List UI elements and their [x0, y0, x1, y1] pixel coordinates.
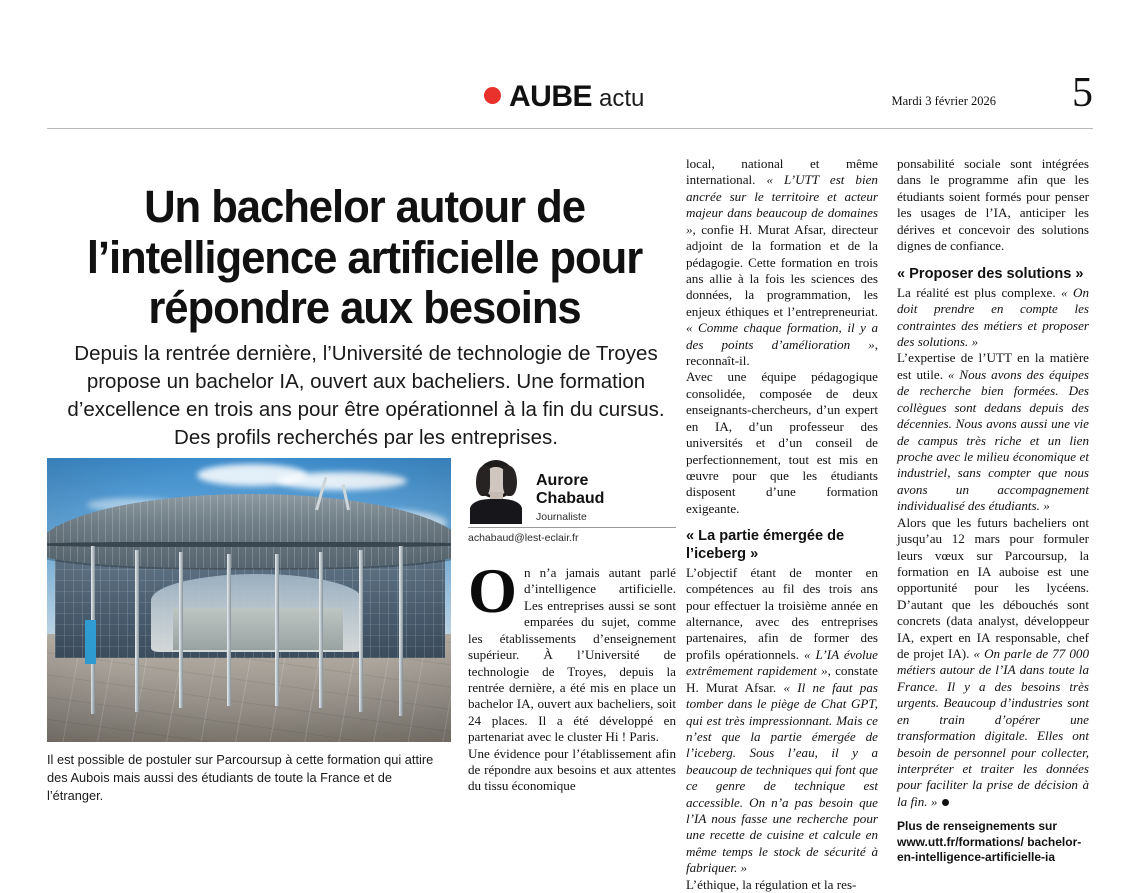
paragraph-text: L’objectif étant de monter en compétences au fil des trois ans pour effectuer la troisième année en alternance, avec des entreprises partenaires, afin de former des profils opérationnels. — [686, 564, 878, 662]
drop-cap: O — [468, 556, 518, 626]
author-role: Journaliste — [536, 510, 587, 523]
body-column-1 — [468, 556, 676, 794]
paragraph-text: n n’a jamais autant parlé d’intelligence artificielle. Les entreprises aussi se sont emparées du sujet, comme les établissements d’enseignement supérieur. À l’Université de technologie de Troyes, depuis la rentrée dernière, a été mis en place un bachelor IA, ouvert aux bacheliers, soit 24 places. Il a été développé en partenariat avec le cluster Hi ! Paris. — [468, 565, 676, 745]
author-first-name: Aurore — [536, 472, 589, 489]
brand-suffix: actu — [599, 85, 645, 112]
photo-caption: Il est possible de postuler sur Parcoursup à cette formation qui attire des Aubois mais aussi des étudiants de toute la France et de l’étranger. — [47, 752, 434, 804]
paragraph — [897, 515, 1089, 811]
paragraph — [897, 350, 1089, 514]
avatar-hair-left — [476, 466, 490, 496]
paragraph-text: local, national et même international. — [686, 156, 878, 188]
paragraph — [897, 285, 1089, 351]
article-headline: Un bachelor autour de l’intelligence artificielle pour répondre aux besoins — [86, 181, 643, 333]
photo-block — [47, 458, 451, 805]
article-standfirst: Depuis la rentrée dernière, l’Université de technologie de Troyes propose un bachelor IA, ouvert aux bacheliers. Une formation d’excellence en trois ans pour être opérationnel à la fin du cursus. Des profils recherchés par les entreprises. — [67, 342, 665, 450]
avatar-hair-right — [503, 466, 517, 496]
paragraph — [686, 565, 878, 877]
publication-date: Mardi 3 février 2026 — [891, 94, 996, 108]
more-info-tagline: Plus de renseignements sur www.utt.fr/formations/ bachelor-en-intelligence-artificielle-ia — [897, 819, 1082, 865]
section-subheading: « La partie émergée de l’iceberg » — [686, 528, 845, 562]
paragraph: Une évidence pour l’établissement afin de répondre aux besoins et aux attentes du tissu économique — [468, 745, 676, 794]
quote-text: « On parle de 77 000 métiers autour de l’IA dans toute la France. Il y a des besoins très urgents. Beaucoup d’industries sont en train d’opérer une transformation digitale. Elles ont besoin de personnel pour collecter, interpréter et traiter les données pour faciliter la prise de décision à la fin. » — [897, 646, 1090, 809]
quote-text: « L’UTT est bien ancrée sur le territoire et acteur majeur dans beaucoup de domaines » — [686, 172, 878, 237]
paragraph-text: La réalité est plus complexe. — [897, 284, 1062, 300]
paragraph-text: , reconnaît-il. — [686, 336, 878, 369]
red-dot-icon — [484, 87, 501, 104]
brand-name: AUBE — [509, 80, 593, 113]
article-photo — [47, 458, 451, 742]
byline-divider — [468, 527, 676, 528]
paragraph: ponsabilité sociale sont intégrées dans le programme afin que les étudiants soient formés pour penser les usages de l’IA, anticiper les dérives et concevoir des solutions dignes de confiance. — [897, 156, 1089, 254]
quote-text: « L’IA évolue extrêmement rapidement » — [686, 646, 878, 679]
page-number: 5 — [1072, 70, 1093, 116]
photo-vignette — [47, 458, 451, 742]
masthead-brand — [484, 82, 644, 112]
masthead — [47, 70, 1093, 128]
body-column-3 — [897, 156, 1090, 865]
quote-text: « Il ne faut pas tomber dans le piège de Chat GPT, qui est très impressionnant. Mais ce n’est que la partie émergée de l’iceberg. Sous l’eau, il y a beaucoup de techniques qui font que ce genre de technique est accessible. On n’a pas besoin que l’IA nous fasse une recherche pour une recette de cuisine et calcule en même temps le stock de sécurité à fabriquer. » — [686, 679, 878, 876]
masthead-divider — [47, 128, 1093, 129]
author-email[interactable]: achabaud@lest-eclair.fr — [468, 532, 579, 544]
quote-text: « Comme chaque formation, il y a des points d’amélioration » — [686, 320, 878, 352]
paragraph-text: , confie H. Murat Afsar, directeur adjoint de la formation et de la pédagogie. Cette formation en trois ans allie à la fois les sciences des données, la programmation, les enjeux éthiques et l’entrepreneuriat. — [686, 221, 878, 319]
author-last-name: Chabaud — [536, 489, 605, 507]
quote-text: « On doit prendre en compte les contraintes des métiers et proposer des solutions. » — [897, 284, 1089, 350]
body-column-2 — [686, 156, 878, 892]
paragraph-text: L’expertise de l’UTT en la matière est utile. — [897, 350, 1089, 382]
paragraph-text: Alors que les futurs bacheliers ont jusqu’au 12 mars pour formuler leurs vœux sur Parcoursup, la formation en IA auboise est une opportunité pour les lycéens. D’autant que les débouchés sont concrets (data analyst, développeur IA, expert en IA responsable, chef de projet IA). — [897, 514, 1089, 662]
paragraph — [468, 556, 676, 746]
author-avatar — [468, 458, 524, 524]
end-mark-icon — [942, 799, 949, 806]
byline-block — [468, 458, 676, 544]
section-subheading: « Proposer des solutions » — [897, 265, 1084, 282]
paragraph-text: , constate H. Murat Afsar. — [686, 663, 878, 695]
quote-text: « Nous avons des équipes de recherche bien formées. Des collègues sont dedans depuis des décennies. Nous avons aussi une vie de campus très riche et un lien proche avec le milieu économique et industriel, sans compter que nous avons un accompagnement individualisé des étudiants. » — [897, 366, 1089, 514]
paragraph: Avec une équipe pédagogique consolidée, composée de deux enseignants-chercheurs, d’un expert en IA, d’un professeur des universités et d’un conseil de perfectionnement, tout est mis en œuvre pour que les étudiants disposent d’une formation exigeante. — [686, 369, 878, 516]
paragraph — [686, 156, 878, 369]
paragraph: L’éthique, la régulation et la res- — [686, 876, 857, 892]
avatar-body — [470, 499, 522, 524]
